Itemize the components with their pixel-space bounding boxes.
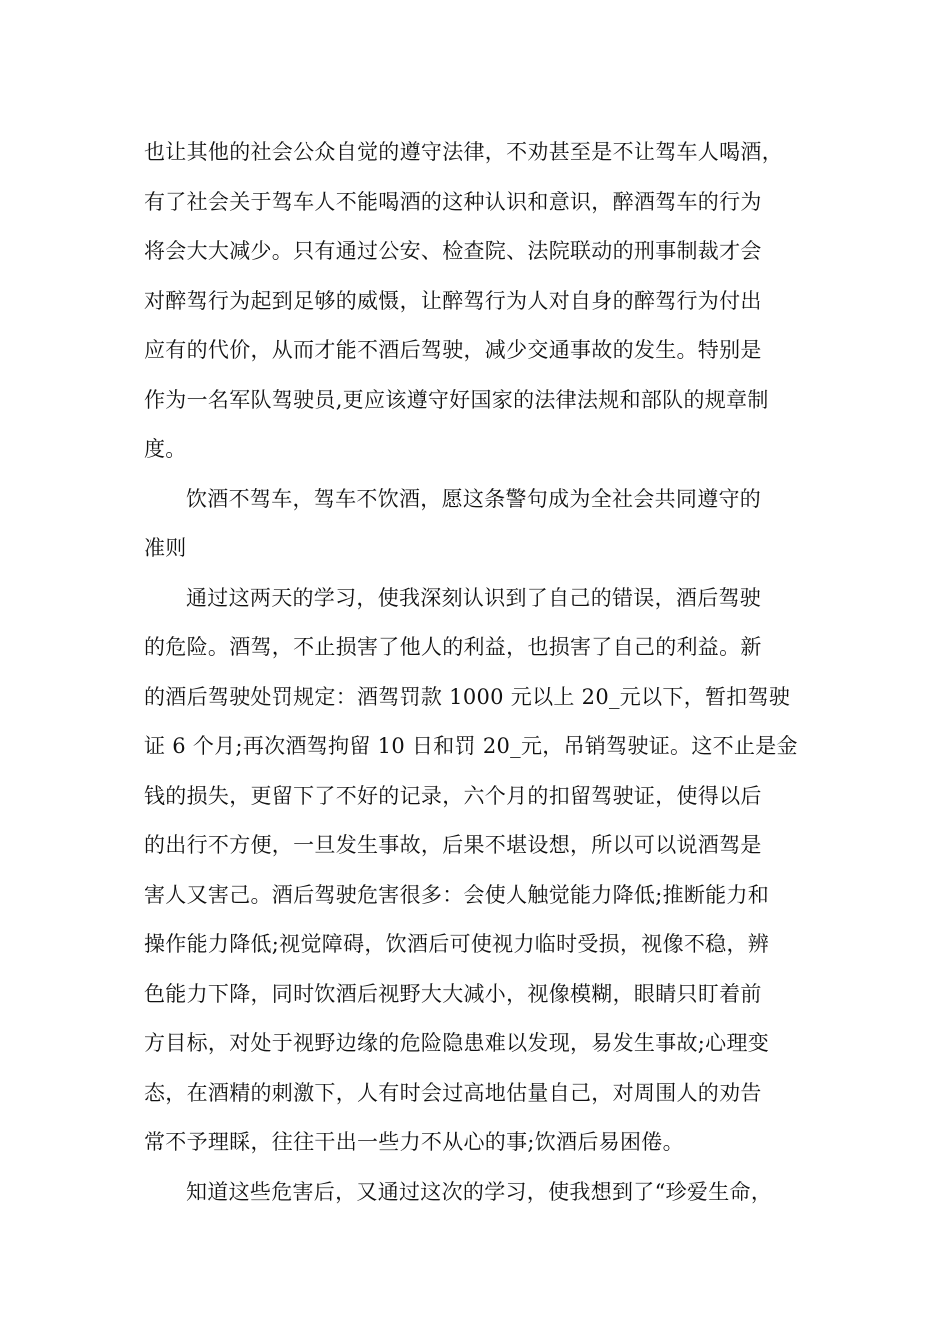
paragraph-3-line-3: 的酒后驾驶处罚规定：酒驾罚款 1000 元以上 20_元以下，暂扣驾驶 xyxy=(144,684,791,709)
paragraph-3-line-2: 的危险。酒驾，不止损害了他人的利益，也损害了自己的利益。新 xyxy=(144,635,762,659)
paragraph-3-line-8: 操作能力降低;视觉障碍，饮酒后可使视力临时受损，视像不稳，辨 xyxy=(144,932,770,956)
paragraph-1-line-4: 对醉驾行为起到足够的威慑，让醉驾行为人对自身的醉驾行为付出 xyxy=(144,288,762,313)
paragraph-1-line-1: 也让其他的社会公众自觉的遵守法律，不劝甚至是不让驾车人喝酒， xyxy=(144,140,783,164)
paragraph-1-line-3: 将会大大减少。只有通过公安、检查院、法院联动的刑事制裁才会 xyxy=(144,239,762,263)
paragraph-3-line-4: 证 6 个月;再次酒驾拘留 10 日和罚 20_元，吊销驾驶证。这不止是金 xyxy=(144,734,798,758)
paragraph-1-line-2: 有了社会关于驾车人不能喝酒的这种认识和意识，醉酒驾车的行为 xyxy=(144,189,762,214)
paragraph-3-line-5: 钱的损失，更留下了不好的记录，六个月的扣留驾驶证，使得以后 xyxy=(144,783,762,808)
paragraph-3-line-9: 色能力下降，同时饮酒后视野大大减小，视像模糊，眼睛只盯着前 xyxy=(144,981,762,1006)
paragraph-3-line-7: 害人又害己。酒后驾驶危害很多：会使人触觉能力降低;推断能力和 xyxy=(144,882,770,907)
paragraph-3-line-11: 态，在酒精的刺激下，人有时会过高地估量自己，对周围人的劝告 xyxy=(144,1080,762,1105)
paragraph-1-line-6: 作为一名军队驾驶员,更应该遵守好国家的法律法规和部队的规章制 xyxy=(144,387,769,412)
paragraph-2-line-1: 饮酒不驾车，驾车不饮酒，愿这条警句成为全社会共同遵守的 xyxy=(186,486,762,511)
paragraph-3-line-10: 方目标，对处于视野边缘的危险隐患难以发现，易发生事故;心理变 xyxy=(144,1031,770,1055)
paragraph-1-line-5: 应有的代价，从而才能不酒后驾驶，减少交通事故的发生。特别是 xyxy=(144,338,762,362)
paragraph-1-line-7: 度。 xyxy=(144,437,187,461)
paragraph-3-line-1: 通过这两天的学习，使我深刻认识到了自己的错误，酒后驾驶 xyxy=(186,585,762,610)
paragraph-3-line-6: 的出行不方便，一旦发生事故，后果不堪设想，所以可以说酒驾是 xyxy=(144,833,762,857)
paragraph-4-line-1: 知道这些危害后，又通过这次的学习，使我想到了“珍爱生命， xyxy=(186,1179,773,1204)
document-body xyxy=(144,128,824,1217)
paragraph-2-line-2: 准则 xyxy=(144,536,187,560)
paragraph-3-line-12: 常不予理睬，往往干出一些力不从心的事;饮酒后易困倦。 xyxy=(144,1130,684,1154)
